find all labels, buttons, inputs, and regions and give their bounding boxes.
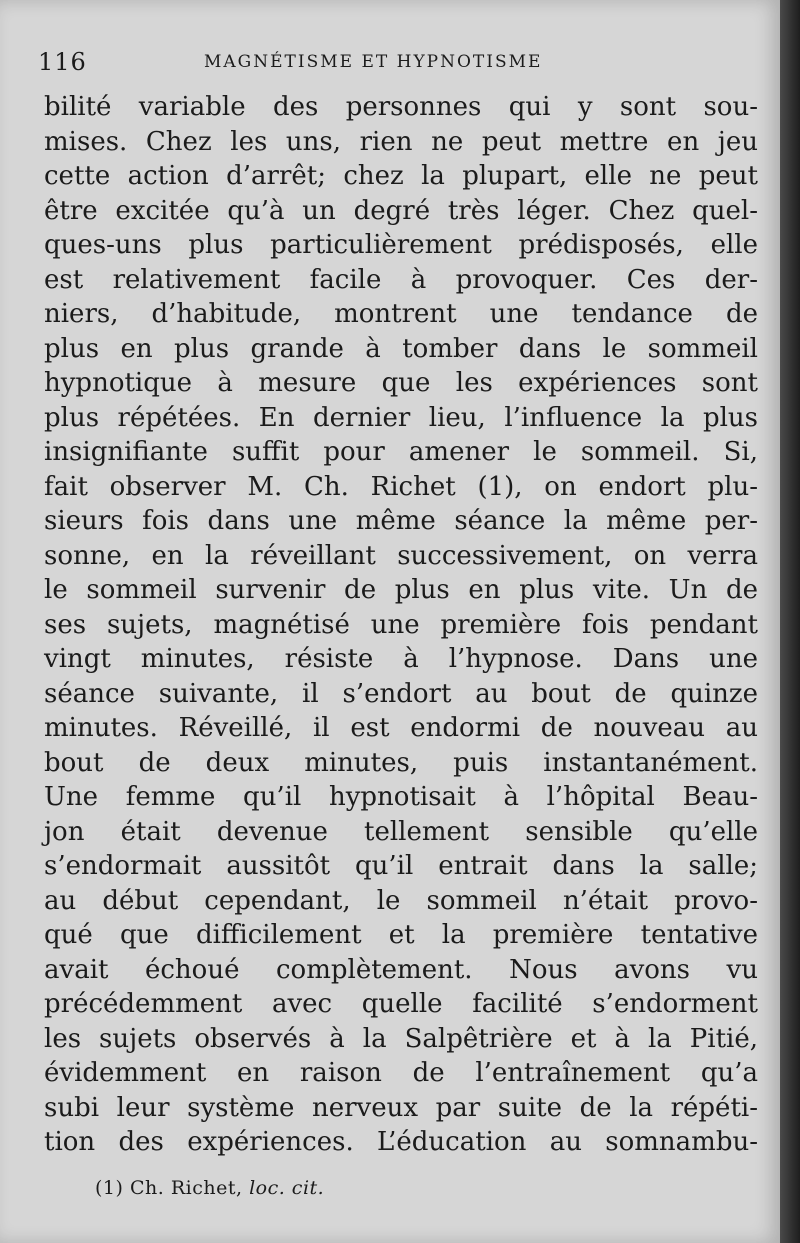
- text-line: vingt minutes, résiste à l’hypnose. Dans une: [44, 644, 758, 674]
- text-line: Une femme qu’il hypnotisait à l’hôpital Beau-: [44, 782, 758, 812]
- text-line: est relativement facile à provoquer. Ces der-: [44, 264, 758, 295]
- text-line: bilité variable des personnes qui y sont sou-: [44, 92, 758, 122]
- text-line: les sujets observés à la Salpêtrière et à la Pitié,: [44, 1023, 758, 1054]
- text-line: plus répétées. En dernier lieu, l’influence la plus: [44, 402, 758, 433]
- text-line: sieurs fois dans une même séance la même per-: [44, 506, 758, 536]
- running-head: [38, 48, 758, 78]
- footnote: [95, 1177, 324, 1199]
- text-line: sonne, en la réveillant successivement, on verra: [44, 540, 758, 571]
- text-line: insignifiante suffit pour amener le sommeil. Si,: [44, 437, 758, 467]
- text-line: minutes. Réveillé, il est endormi de nouveau au: [44, 713, 758, 743]
- text-line: précédemment avec quelle facilité s’endorment: [44, 989, 758, 1019]
- footnote-author: Ch. Richet,: [129, 1177, 243, 1199]
- text-line: fait observer M. Ch. Richet (1), on endort plu-: [44, 471, 758, 502]
- page-edge: [780, 0, 800, 1243]
- text-line: s’endormait aussitôt qu’il entrait dans la salle;: [44, 851, 758, 881]
- text-line: plus en plus grande à tomber dans le sommeil: [44, 333, 758, 364]
- text-line: tion des expériences. L’éducation au somnambu-: [44, 1127, 758, 1157]
- text-line: évidemment en raison de l’entraînement qu’a: [44, 1058, 758, 1088]
- text-line: ques-uns plus particulièrement prédisposés, elle: [44, 230, 758, 260]
- text-line: le sommeil survenir de plus en plus vite. Un de: [44, 575, 758, 605]
- text-line: jon était devenue tellement sensible qu’elle: [44, 816, 758, 847]
- page-number: 116: [38, 48, 87, 76]
- text-line: hypnotique à mesure que les expériences sont: [44, 368, 758, 398]
- text-line: séance suivante, il s’endort au bout de quinze: [44, 678, 758, 709]
- text-line: cette action d’arrêt; chez la plupart, elle ne peut: [44, 161, 758, 191]
- text-line: ses sujets, magnétisé une première fois pendant: [44, 609, 758, 640]
- text-line: subi leur système nerveux par suite de la répéti-: [44, 1092, 758, 1123]
- footnote-marker: (1): [95, 1177, 124, 1199]
- text-line: niers, d’habitude, montrent une tendance de: [44, 299, 758, 329]
- text-line: au début cependant, le sommeil n’était provo-: [44, 885, 758, 916]
- text-line: bout de deux minutes, puis instantanément.: [44, 747, 758, 778]
- footnote-reference: loc. cit.: [249, 1177, 325, 1199]
- text-line: avait échoué complètement. Nous avons vu: [44, 954, 758, 985]
- text-line: qué que difficilement et la première tentative: [44, 920, 758, 950]
- text-line: être excitée qu’à un degré très léger. Chez quel-: [44, 195, 758, 226]
- text-line: mises. Chez les uns, rien ne peut mettre en jeu: [44, 126, 758, 157]
- body-text: [44, 90, 758, 1160]
- running-title: MAGNÉTISME ET HYPNOTISME: [204, 52, 543, 72]
